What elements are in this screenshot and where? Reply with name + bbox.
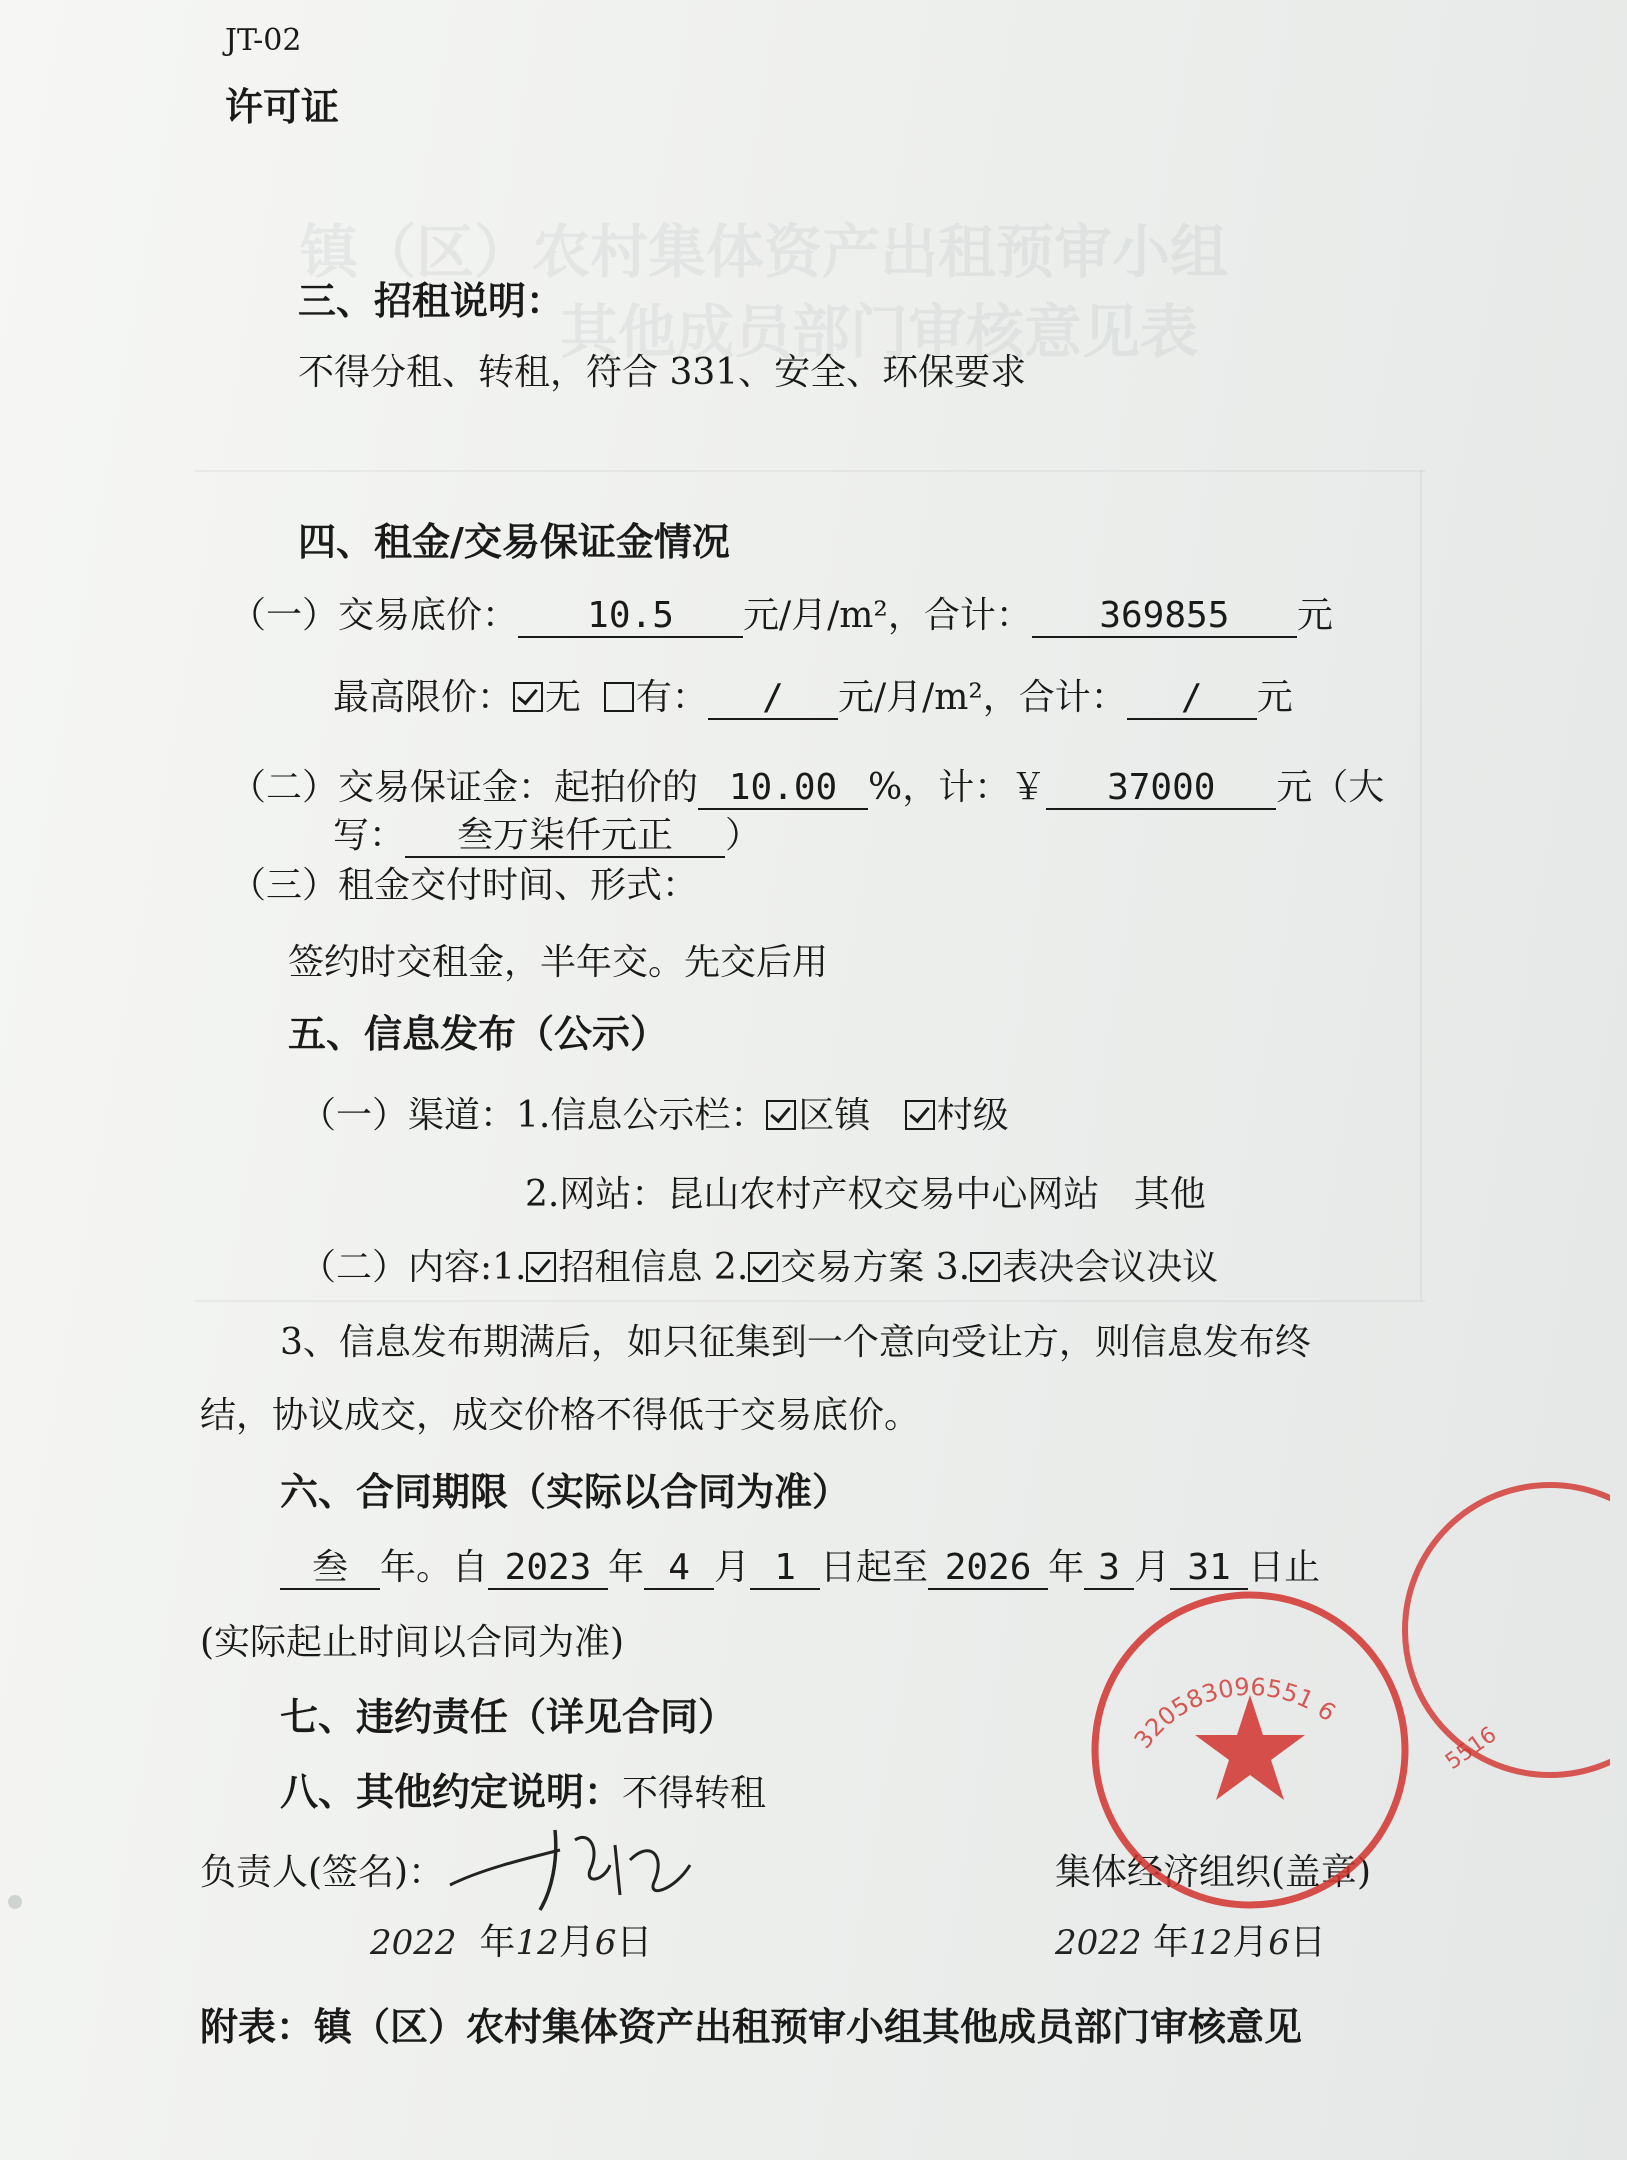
content-row <box>300 1247 1219 1288</box>
end-month: 3 <box>1084 1550 1134 1590</box>
content-3-checkbox[interactable] <box>970 1252 1000 1282</box>
yuan-label: 元 <box>1256 677 1293 718</box>
daxie-label: 写： <box>333 815 406 856</box>
deposit-label: 交易保证金：起拍价的 <box>338 767 699 808</box>
date-right <box>1055 1922 1326 1963</box>
date-left-month: 12 <box>515 1923 559 1963</box>
bleed-through-rule <box>195 1300 1425 1302</box>
payment-row <box>230 865 699 906</box>
content-1-checkbox[interactable] <box>526 1252 556 1282</box>
bleed-through-text: 镇（区）农村集体资产出租预审小组 <box>300 218 1229 286</box>
total-value: 369855 <box>1032 598 1297 638</box>
payment-label: 租金交付时间、形式： <box>338 865 699 906</box>
no-checkbox[interactable] <box>513 682 543 712</box>
max-price-row <box>333 677 1293 720</box>
item-label: （三） <box>230 865 339 906</box>
bleed-through-rule <box>195 470 1425 472</box>
nian-label: 年 <box>608 1547 645 1588</box>
section-5-title: 五、信息发布（公示） <box>288 1012 669 1056</box>
date-right-year: 2022 <box>1055 1923 1142 1963</box>
date-right-month: 12 <box>1189 1923 1233 1963</box>
term-note: (实际起止时间以合同为准) <box>200 1622 625 1663</box>
main-seal-stamp <box>1085 1585 1415 1915</box>
doc-type: 许可证 <box>225 85 340 129</box>
payment-value: 签约时交租金，半年交。先交后用 <box>288 942 829 983</box>
item-label: （一） <box>230 595 339 636</box>
section-4-title: 四、租金/交易保证金情况 <box>298 520 730 564</box>
deposit-amount: 37000 <box>1046 770 1276 810</box>
start-month: 4 <box>644 1550 714 1590</box>
section-8-row <box>280 1770 767 1814</box>
bleed-through-text: 其他成员部门审核意见表 <box>560 298 1199 366</box>
unit-price-label: 元/月/m²，合计： <box>837 677 1127 718</box>
side-seal-stamp <box>1400 1470 1610 1790</box>
end-year: 2026 <box>928 1550 1048 1590</box>
town-checkbox[interactable] <box>766 1100 796 1130</box>
section-8-title: 八、其他约定说明： <box>280 1770 623 1814</box>
no-label: 无 <box>545 677 582 718</box>
term-row <box>280 1547 1321 1590</box>
ri-label: 日 <box>616 1922 653 1963</box>
handwritten-signature <box>440 1810 700 1920</box>
date-left-day: 6 <box>594 1923 617 1963</box>
bleed-through-rule <box>1420 470 1422 1300</box>
appendix-title: 附表：镇（区）农村集体资产出租预审小组其他成员部门审核意见 <box>200 2005 1303 2049</box>
start-year: 2023 <box>488 1550 608 1590</box>
publish-note-line-2: 结，协议成交，成交价格不得低于交易底价。 <box>200 1395 921 1436</box>
channel-label: （一）渠道：1.信息公示栏： <box>300 1095 767 1136</box>
punch-hole <box>8 1895 22 1909</box>
section-6-title: 六、合同期限（实际以合同为准） <box>280 1470 851 1514</box>
town-label: 区镇 <box>798 1095 871 1136</box>
content-label: （二）内容:1. <box>300 1247 527 1288</box>
section-3-title: 三、招租说明： <box>298 279 565 323</box>
publish-note-line-1: 3、信息发布期满后，如只征集到一个意向受让方，则信息发布终 <box>280 1322 1311 1363</box>
yuan-label: 元 <box>1296 595 1333 636</box>
deposit-mid: %，计：￥ <box>868 767 1047 808</box>
section-3-body: 不得分租、转租，符合 331、安全、环保要求 <box>298 352 1027 393</box>
website-other: 其他 <box>1133 1174 1206 1215</box>
date-left-year: 2022 <box>370 1923 457 1963</box>
deposit-row <box>230 767 1385 810</box>
deposit-percent: 10.00 <box>698 770 868 810</box>
daxie-value: 叁万柒仟元正 <box>405 818 725 858</box>
deposit-tail: 元（大 <box>1276 767 1385 808</box>
yue-label: 月 <box>1232 1922 1269 1963</box>
qi-zhi-label: 日起至 <box>820 1547 929 1588</box>
start-day: 1 <box>750 1550 820 1590</box>
unit-price-label: 元/月/m²，合计： <box>743 595 1032 636</box>
end-day: 31 <box>1170 1550 1248 1590</box>
daxie-close: ） <box>725 815 762 856</box>
nian-label: 年 <box>479 1922 516 1963</box>
max-price-value: / <box>708 680 838 720</box>
section-7-title: 七、违约责任（详见合同） <box>280 1695 737 1739</box>
content-2-label: 交易方案 3. <box>780 1247 971 1288</box>
yue-label: 月 <box>1134 1547 1171 1588</box>
nian-label: 年 <box>1152 1922 1189 1963</box>
ri-label: 日 <box>1289 1922 1326 1963</box>
zhi-label: 日止 <box>1248 1547 1321 1588</box>
daxie-row <box>333 815 762 858</box>
item-label: （二） <box>230 767 339 808</box>
website-row <box>525 1174 1206 1215</box>
term-text: 年。自 <box>380 1547 489 1588</box>
org-seal-label: 集体经济组织(盖章) <box>1055 1852 1372 1893</box>
person-sign-label: 负责人(签名)： <box>200 1852 445 1893</box>
yue-label: 月 <box>558 1922 595 1963</box>
main-seal-code: 320583096551 6 <box>1128 1672 1341 1754</box>
yes-label: 有： <box>635 677 708 718</box>
content-1-label: 招租信息 2. <box>558 1247 749 1288</box>
section-8-value: 不得转租 <box>622 1773 767 1814</box>
date-right-day: 6 <box>1268 1923 1290 1963</box>
village-label: 村级 <box>936 1095 1009 1136</box>
term-years: 叁 <box>280 1550 380 1590</box>
base-price-label: 交易底价： <box>338 595 519 636</box>
village-checkbox[interactable] <box>905 1100 935 1130</box>
base-price-row <box>230 595 1333 638</box>
doc-code: JT-02 <box>225 23 302 58</box>
website-label: 2.网站：昆山农村产权交易中心网站 <box>525 1174 1100 1215</box>
nian-label: 年 <box>1048 1547 1085 1588</box>
channel-row <box>300 1095 1009 1136</box>
side-seal-code: 5516 <box>1441 1722 1502 1775</box>
content-2-checkbox[interactable] <box>748 1252 778 1282</box>
max-price-label: 最高限价： <box>333 677 514 718</box>
content-3-label: 表决会议决议 <box>1002 1247 1219 1288</box>
yue-label: 月 <box>714 1547 751 1588</box>
yes-checkbox[interactable] <box>604 682 634 712</box>
date-left <box>370 1922 653 1963</box>
max-total-value: / <box>1127 680 1257 720</box>
base-price-value: 10.5 <box>518 598 743 638</box>
